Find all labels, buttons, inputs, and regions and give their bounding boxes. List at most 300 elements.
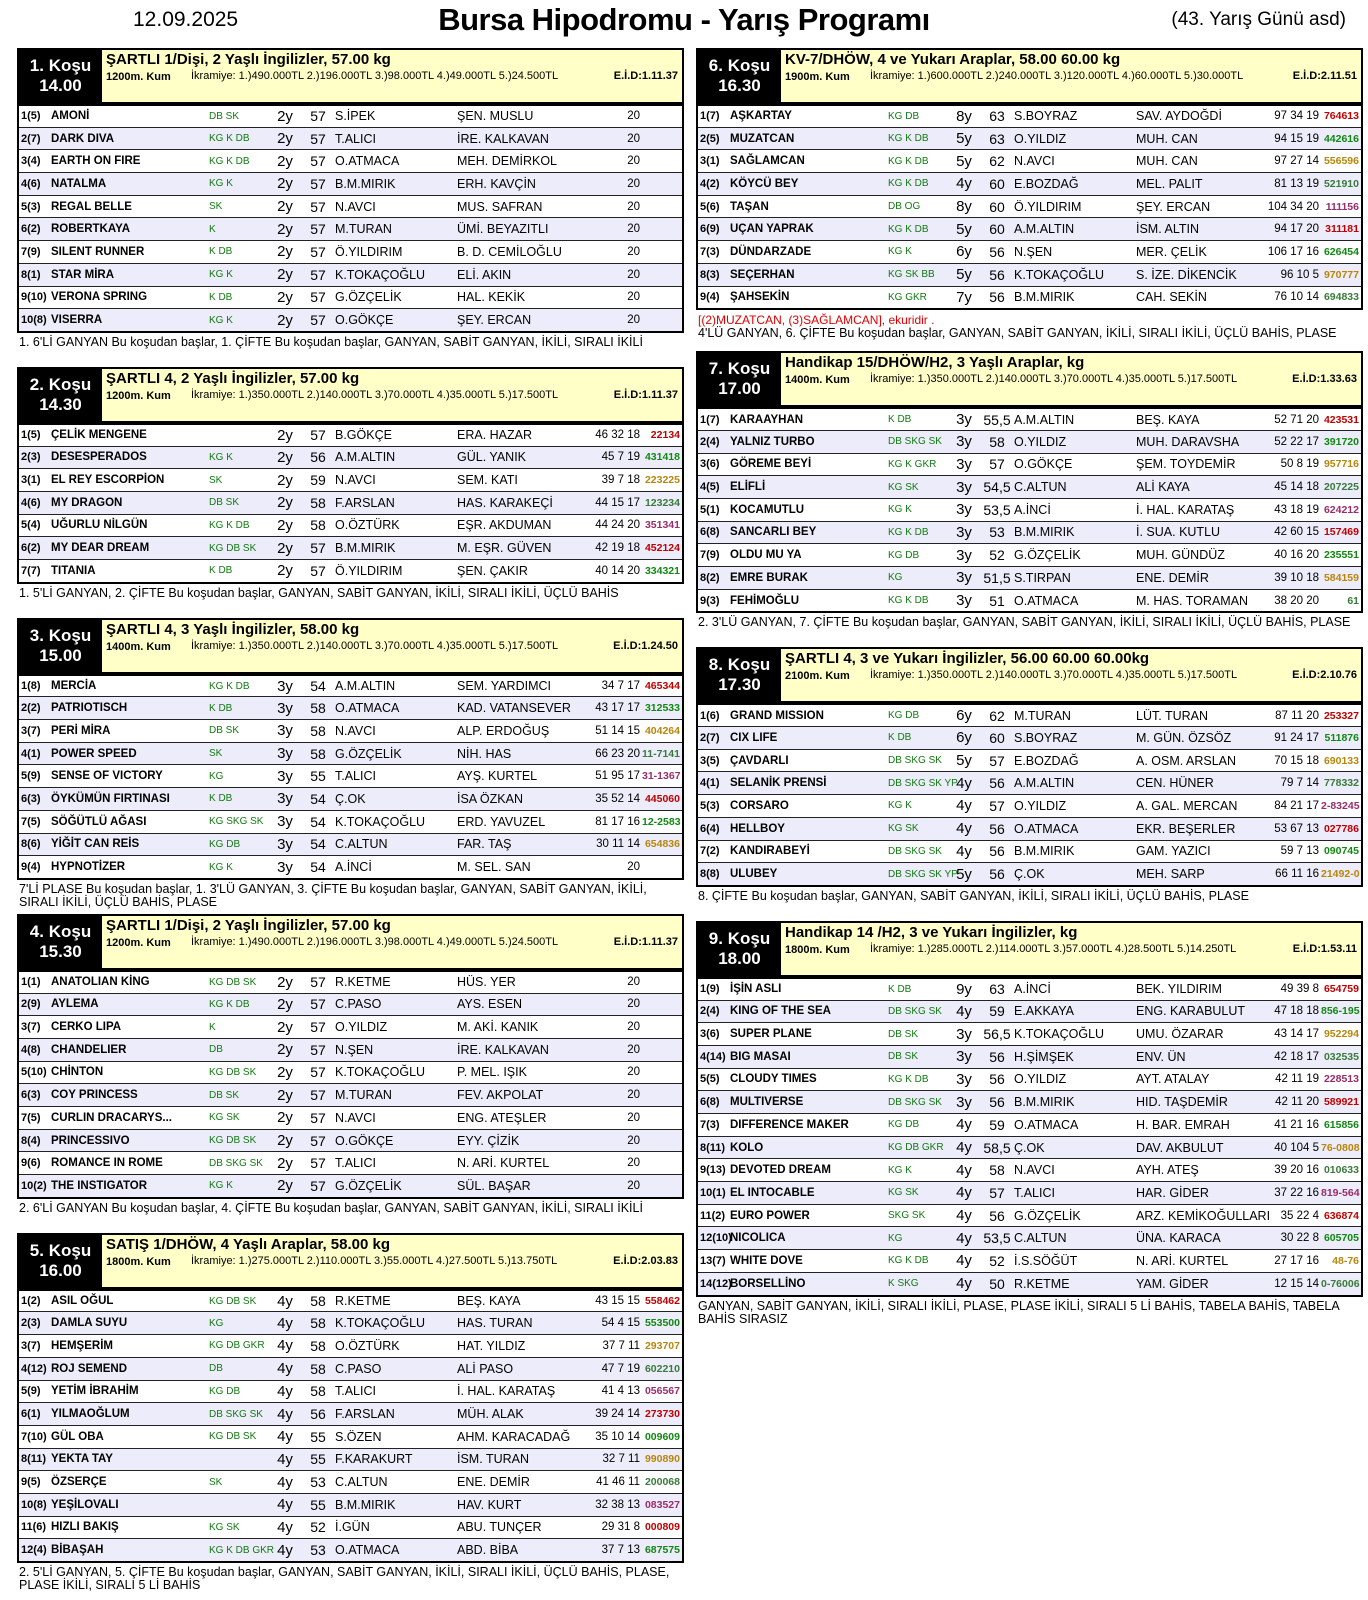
jockey-name: Ö.YILDIRIM [335, 563, 403, 578]
horse-table [696, 407, 1363, 613]
trainer-name: ŞEN. ÇAKIR [457, 563, 528, 578]
horse-name[interactable]: EARTH ON FIRE [51, 155, 141, 168]
trainer-name: FEV. AKPOLAT [457, 1088, 544, 1103]
horse-row[interactable] [19, 1448, 682, 1471]
horse-name[interactable]: SENSE OF VICTORY [51, 770, 163, 783]
horse-row[interactable] [19, 423, 682, 446]
trainer-name: GAM. YAZICI [1136, 844, 1211, 859]
jockey-name: C.PASO [335, 997, 382, 1012]
horse-form: 553500 [644, 1317, 680, 1330]
horse-row[interactable] [698, 771, 1361, 794]
horse-row[interactable] [19, 1151, 682, 1174]
jockey-name: C.PASO [335, 1361, 382, 1376]
horse-name[interactable]: SEÇERHAN [730, 268, 795, 281]
jockey-name: K.TOKAÇOĞLU [1014, 267, 1105, 282]
horse-name[interactable]: BORSELLİNO [730, 1277, 806, 1290]
horse-age: 4y [956, 1139, 972, 1157]
horse-row[interactable] [19, 719, 682, 742]
horse-name[interactable]: CHİNTON [51, 1066, 104, 1079]
horse-name[interactable]: YETİM İBRAHİM [51, 1385, 139, 1398]
horse-stats: 20 [627, 1157, 640, 1170]
horse-stats: 59 7 13 [1280, 845, 1319, 858]
horse-weight: 57 [310, 1087, 326, 1104]
horse-number: 4(14) [700, 1050, 726, 1063]
horse-name[interactable]: EMRE BURAK [730, 571, 808, 584]
horse-stats: 47 7 19 [601, 1362, 640, 1375]
horse-stats: 44 15 17 [595, 496, 640, 509]
horse-row[interactable] [698, 172, 1361, 195]
horse-equipment: KG DB SK [209, 1431, 257, 1443]
horse-stats: 39 24 14 [595, 1408, 640, 1421]
horse-row[interactable] [19, 1106, 682, 1129]
horse-name[interactable]: CIX LIFE [730, 731, 778, 744]
horse-row[interactable] [698, 127, 1361, 150]
horse-row[interactable] [19, 491, 682, 514]
horse-row[interactable] [19, 1129, 682, 1152]
horse-row[interactable] [19, 1425, 682, 1448]
horse-row[interactable] [698, 149, 1361, 172]
horse-age: 2y [277, 107, 293, 125]
race-number: 5. Koşu [29, 1240, 92, 1260]
horse-name[interactable]: AŞKARTAY [730, 110, 792, 123]
horse-number: 6(8) [700, 1096, 720, 1109]
horse-row[interactable] [698, 453, 1361, 476]
horse-name[interactable]: ŞAHSEKİN [730, 291, 790, 304]
horse-row[interactable] [698, 475, 1361, 498]
horse-name[interactable]: MY DEAR DREAM [51, 542, 150, 555]
race-distance: 1900m. Kum [785, 71, 850, 83]
horse-row[interactable] [19, 1538, 682, 1561]
horse-weight: 59 [989, 1003, 1005, 1020]
horse-weight: 56 [989, 843, 1005, 860]
jockey-name: C.ALTUN [1014, 480, 1067, 495]
horse-row[interactable] [19, 536, 682, 559]
horse-row[interactable] [19, 1038, 682, 1061]
horse-stats: 104 34 20 [1267, 200, 1319, 213]
horse-name[interactable]: NATALMA [51, 177, 107, 190]
horse-stats: 20 [627, 998, 640, 1011]
horse-name[interactable]: CORSARO [730, 799, 789, 812]
trainer-name: KAD. VATANSEVER [457, 701, 571, 716]
horse-number: 3(1) [21, 474, 41, 487]
horse-name[interactable]: FEHİMOĞLU [730, 594, 799, 607]
jockey-name: A.M.ALTIN [1014, 776, 1075, 791]
horse-row[interactable] [19, 217, 682, 240]
horse-name[interactable]: SILENT RUNNER [51, 245, 145, 258]
horse-name[interactable]: YEŞİLOVALI [51, 1498, 119, 1511]
horse-name[interactable]: YİĞİT CAN REİS [51, 838, 140, 851]
horse-row[interactable] [698, 1068, 1361, 1091]
horse-name[interactable]: YEKTA TAY [51, 1453, 113, 1466]
horse-row[interactable] [19, 1470, 682, 1493]
horse-row[interactable] [19, 810, 682, 833]
horse-row[interactable] [19, 855, 682, 878]
horse-name[interactable]: NICOLICA [730, 1232, 786, 1245]
horse-row[interactable] [698, 1158, 1361, 1181]
horse-form: 48-76 [1332, 1254, 1359, 1267]
horse-name[interactable]: ROMANCE IN ROME [51, 1157, 163, 1170]
horse-name[interactable]: SANCARLI BEY [730, 526, 817, 539]
jockey-name: A.İNCİ [1014, 982, 1051, 997]
race-record: E.İ.D:1.11.37 [613, 388, 678, 401]
horse-row[interactable] [698, 840, 1361, 863]
jockey-name: M.TURAN [335, 222, 392, 237]
horse-weight: 57 [310, 996, 326, 1013]
horse-row[interactable] [698, 430, 1361, 453]
horse-number: 2(7) [700, 731, 720, 744]
horse-equipment: KG [888, 1232, 903, 1244]
horse-age: 2y [277, 562, 293, 580]
horse-form: 157469 [1323, 526, 1359, 539]
horse-row[interactable] [698, 1272, 1361, 1295]
horse-name[interactable]: GRAND MISSION [730, 709, 824, 722]
horse-row[interactable] [19, 240, 682, 263]
horse-name[interactable]: DÜNDARZADE [730, 245, 812, 258]
horse-row[interactable] [19, 1289, 682, 1312]
race-block [17, 48, 684, 367]
horse-weight: 56 [989, 1071, 1005, 1088]
jockey-name: N.ŞEN [1014, 244, 1053, 259]
horse-name[interactable]: TAŞAN [730, 200, 769, 213]
horse-name[interactable]: PRINCESSIVO [51, 1134, 130, 1147]
horse-row[interactable] [19, 696, 682, 719]
horse-weight: 58 [989, 1162, 1005, 1179]
horse-form: 31-1367 [642, 770, 681, 783]
trainer-name: M. AKİ. KANIK [457, 1020, 539, 1035]
horse-row[interactable] [19, 993, 682, 1016]
horse-table [17, 970, 684, 1199]
horse-row[interactable] [698, 817, 1361, 840]
horse-row[interactable] [19, 787, 682, 810]
horse-row[interactable] [19, 674, 682, 697]
jockey-name: E.BOZDAĞ [1014, 176, 1079, 191]
horse-stats: 41 4 13 [601, 1385, 640, 1398]
horse-row[interactable] [19, 1493, 682, 1516]
horse-weight: 59 [310, 472, 326, 489]
horse-row[interactable] [19, 1174, 682, 1197]
horse-equipment: KG K DB [888, 526, 929, 538]
horse-name[interactable]: KING OF THE SEA [730, 1005, 831, 1018]
horse-name[interactable]: ÖZSERÇE [51, 1476, 107, 1489]
horse-weight: 56 [310, 1406, 326, 1423]
horse-row[interactable] [698, 1226, 1361, 1249]
horse-equipment: K DB [888, 983, 912, 995]
horse-name[interactable]: İŞİN ASLI [730, 983, 782, 996]
horse-name[interactable]: EL REY ESCORPİON [51, 474, 165, 487]
horse-number: 5(5) [700, 1073, 720, 1086]
horse-name[interactable]: AMONİ [51, 110, 90, 123]
horse-equipment: KG K DB [888, 178, 929, 190]
horse-name[interactable]: KANDIRABEYİ [730, 845, 810, 858]
horse-number: 9(6) [21, 1157, 41, 1170]
horse-name[interactable]: YILMAOĞLUM [51, 1408, 130, 1421]
horse-name[interactable]: CHANDELIER [51, 1043, 127, 1056]
horse-name[interactable]: REGAL BELLE [51, 200, 132, 213]
jockey-name: B.M.MIRIK [1014, 1095, 1075, 1110]
horse-row[interactable] [698, 104, 1361, 127]
horse-equipment: DB SK [209, 725, 240, 737]
horse-name[interactable]: POWER SPEED [51, 747, 137, 760]
horse-name[interactable]: DIFFERENCE MAKER [730, 1118, 849, 1131]
horse-name[interactable]: DARK DIVA [51, 132, 115, 145]
horse-row[interactable] [19, 149, 682, 172]
horse-row[interactable] [19, 1311, 682, 1334]
horse-weight: 54 [310, 836, 326, 853]
horse-weight: 60 [989, 221, 1005, 238]
horse-name[interactable]: EURO POWER [730, 1209, 810, 1222]
horse-row[interactable] [19, 104, 682, 127]
horse-row[interactable] [698, 1249, 1361, 1272]
horse-row[interactable] [698, 1022, 1361, 1045]
horse-row[interactable] [698, 1045, 1361, 1068]
horse-name[interactable]: ÇAVDARLI [730, 754, 789, 767]
horse-weight: 53,5 [983, 501, 1011, 518]
jockey-name: O.GÖKÇE [335, 313, 394, 328]
horse-weight: 60 [989, 729, 1005, 746]
race-number-box [19, 369, 102, 421]
horse-row[interactable] [698, 543, 1361, 566]
horse-age: 4y [277, 1337, 293, 1355]
horse-row[interactable] [698, 1204, 1361, 1227]
horse-row[interactable] [698, 703, 1361, 726]
horse-number: 7(3) [700, 245, 720, 258]
horse-weight: 57 [310, 130, 326, 147]
horse-name[interactable]: CLOUDY TIMES [730, 1073, 817, 1086]
horse-stats: 79 7 14 [1280, 777, 1319, 790]
horse-row[interactable] [19, 1334, 682, 1357]
jockey-name: K.TOKAÇOĞLU [335, 267, 426, 282]
horse-weight: 52 [989, 547, 1005, 564]
horse-name[interactable]: SUPER PLANE [730, 1028, 812, 1041]
horse-name[interactable]: MY DRAGON [51, 496, 123, 509]
horse-row[interactable] [19, 559, 682, 582]
horse-number: 6(1) [21, 1408, 41, 1421]
horse-name[interactable]: YALNIZ TURBO [730, 435, 815, 448]
horse-row[interactable] [698, 749, 1361, 772]
trainer-name: A. GAL. MERCAN [1136, 798, 1238, 813]
horse-age: 2y [277, 175, 293, 193]
trainer-name: M. EŞR. GÜVEN [457, 541, 552, 556]
horse-row[interactable] [19, 1357, 682, 1380]
horse-name[interactable]: ANATOLIAN KİNG [51, 976, 150, 989]
horse-name[interactable]: BİBAŞAH [51, 1544, 104, 1557]
horse-row[interactable] [19, 1061, 682, 1084]
horse-name[interactable]: OLDU MU YA [730, 549, 802, 562]
horse-row[interactable] [19, 1083, 682, 1106]
horse-name[interactable]: HELLBOY [730, 822, 785, 835]
horse-stats: 20 [627, 1089, 640, 1102]
horse-form: 624212 [1323, 503, 1359, 516]
horse-name[interactable]: MERCİA [51, 680, 97, 693]
race-block [696, 351, 1363, 647]
race-number: 2. Koşu [29, 374, 92, 394]
race-time: 17.00 [718, 379, 761, 399]
horse-row[interactable] [698, 1090, 1361, 1113]
horse-weight: 57 [310, 243, 326, 260]
horse-name[interactable]: VISERRA [51, 314, 103, 327]
horse-name[interactable]: DAMLA SUYU [51, 1317, 128, 1330]
horse-number: 4(12) [21, 1362, 47, 1375]
horse-name[interactable]: WHITE DOVE [730, 1254, 803, 1267]
horse-name[interactable]: EL INTOCABLE [730, 1186, 815, 1199]
horse-row[interactable] [698, 286, 1361, 309]
horse-weight: 57 [310, 1019, 326, 1036]
horse-row[interactable] [698, 977, 1361, 1000]
horse-name[interactable]: DESESPERADOS [51, 451, 147, 464]
horse-form: 445060 [644, 792, 680, 805]
horse-row[interactable] [698, 263, 1361, 286]
horse-stats: 27 17 16 [1274, 1254, 1319, 1267]
race-block [17, 1233, 684, 1597]
horse-row[interactable] [19, 286, 682, 309]
horse-form: 819-564 [1321, 1186, 1360, 1199]
race-record: E.İ.D:1.24.50 [613, 639, 678, 652]
horse-number: 4(1) [21, 747, 41, 760]
horse-stats: 20 [627, 314, 640, 327]
horse-name[interactable]: ASIL OĞUL [51, 1295, 114, 1308]
horse-row[interactable] [19, 446, 682, 469]
horse-weight: 58 [310, 745, 326, 762]
horse-age: 3y [956, 455, 972, 473]
horse-row[interactable] [19, 1402, 682, 1425]
horse-name[interactable]: ROBERTKAYA [51, 223, 131, 236]
horse-row[interactable] [698, 521, 1361, 544]
horse-row[interactable] [698, 1136, 1361, 1159]
horse-row[interactable] [698, 589, 1361, 612]
horse-name[interactable]: KARAAYHAN [730, 413, 804, 426]
horse-weight: 57 [310, 312, 326, 329]
race-record: E.İ.D:2.11.51 [1292, 70, 1357, 82]
horse-weight: 58 [310, 1293, 326, 1310]
horse-number: 6(9) [700, 223, 720, 236]
horse-name[interactable]: AYLEMA [51, 998, 99, 1011]
horse-name[interactable]: CURLIN DRACARYS... [51, 1111, 172, 1124]
horse-name[interactable]: ELİFLİ [730, 481, 766, 494]
horse-weight: 57 [310, 1177, 326, 1194]
horse-age: 4y [956, 1184, 972, 1202]
horse-row[interactable] [698, 726, 1361, 749]
trainer-name: HAS. KARAKEÇİ [457, 495, 553, 510]
horse-name[interactable]: ÖYKÜMÜN FIRTINASI [51, 792, 170, 805]
horse-row[interactable] [698, 862, 1361, 885]
horse-name[interactable]: UÇAN YAPRAK [730, 223, 814, 236]
horse-row[interactable] [698, 566, 1361, 589]
horse-name[interactable]: GÜL OBA [51, 1430, 104, 1443]
horse-row[interactable] [19, 833, 682, 856]
horse-equipment: K DB [888, 732, 912, 744]
horse-row[interactable] [698, 195, 1361, 218]
horse-name[interactable]: PATRIOTISCH [51, 702, 128, 715]
horse-equipment: DB SKG SK [209, 1157, 263, 1169]
horse-weight: 58 [310, 494, 326, 511]
horse-row[interactable] [698, 217, 1361, 240]
horse-name[interactable]: THE INSTIGATOR [51, 1179, 148, 1192]
horse-weight: 57 [310, 221, 326, 238]
race-header [17, 914, 684, 970]
horse-name[interactable]: UĞURLU NİLGÜN [51, 519, 148, 532]
race-number: 6. Koşu [708, 56, 771, 75]
horse-name[interactable]: BIG MASAI [730, 1050, 791, 1063]
horse-name[interactable]: KÖYCÜ BEY [730, 177, 799, 190]
horse-row[interactable] [19, 514, 682, 537]
horse-name[interactable]: GÖREME BEYİ [730, 458, 812, 471]
horse-number: 9(4) [21, 861, 41, 874]
horse-row[interactable] [19, 1015, 682, 1038]
horse-equipment: DB SKG SK [888, 755, 942, 767]
horse-name[interactable]: HIZLI BAKIŞ [51, 1521, 119, 1534]
horse-stats: 20 [627, 976, 640, 989]
horse-equipment: DB SK [209, 497, 240, 509]
horse-weight: 51,5 [983, 569, 1011, 586]
jockey-name: K.TOKAÇOĞLU [335, 1065, 426, 1080]
horse-weight: 63 [989, 108, 1005, 125]
horse-row[interactable] [19, 468, 682, 491]
horse-name[interactable]: TITANIA [51, 564, 96, 577]
horse-name[interactable]: COY PRINCESS [51, 1089, 138, 1102]
horse-name[interactable]: STAR MİRA [51, 268, 115, 281]
horse-weight: 56 [989, 289, 1005, 306]
jockey-name: A.M.ALTIN [1014, 222, 1075, 237]
horse-row[interactable] [698, 407, 1361, 430]
horse-name[interactable]: ROJ SEMEND [51, 1362, 128, 1375]
horse-row[interactable] [19, 308, 682, 331]
horse-stats: 20 [627, 1179, 640, 1192]
horse-age: 2y [277, 1086, 293, 1104]
horse-form: 778332 [1323, 777, 1359, 790]
horse-name[interactable]: MULTIVERSE [730, 1096, 804, 1109]
horse-name[interactable]: SELANİK PRENSİ [730, 777, 827, 790]
horse-name[interactable]: HYPNOTİZER [51, 861, 126, 874]
horse-name[interactable]: SÖĞÜTLÜ AĞASI [51, 815, 147, 828]
horse-row[interactable] [698, 1113, 1361, 1136]
horse-name[interactable]: SAĞLAMCAN [730, 155, 805, 168]
horse-name[interactable]: VERONA SPRING [51, 291, 148, 304]
horse-name[interactable]: ÇELİK MENGENE [51, 429, 147, 442]
horse-row[interactable] [698, 240, 1361, 263]
horse-equipment: KG DB SK [209, 976, 257, 988]
horse-number: 4(6) [21, 177, 41, 190]
race-number-box [698, 649, 781, 701]
horse-row[interactable] [19, 263, 682, 286]
trainer-name: ENE. DEMİR [457, 1475, 530, 1490]
horse-row[interactable] [19, 172, 682, 195]
horse-row[interactable] [698, 1000, 1361, 1023]
horse-name[interactable]: KOCAMUTLU [730, 503, 805, 516]
horse-row[interactable] [698, 794, 1361, 817]
horse-row[interactable] [19, 127, 682, 150]
horse-row[interactable] [698, 498, 1361, 521]
horse-row[interactable] [19, 742, 682, 765]
horse-name[interactable]: KOLO [730, 1141, 764, 1154]
horse-equipment: K [209, 223, 216, 235]
horse-row[interactable] [19, 1380, 682, 1403]
horse-number: 7(10) [21, 1430, 47, 1443]
horse-name[interactable]: MUZATCAN [730, 132, 795, 145]
horse-row[interactable] [19, 1516, 682, 1539]
horse-name[interactable]: ULUBEY [730, 868, 778, 881]
horse-row[interactable] [19, 970, 682, 993]
horse-row[interactable] [19, 195, 682, 218]
horse-name[interactable]: CERKO LIPA [51, 1021, 122, 1034]
horse-name[interactable]: PERİ MİRA [51, 724, 111, 737]
horse-name[interactable]: HEMŞERİM [51, 1339, 113, 1352]
horse-age: 4y [956, 1229, 972, 1247]
jockey-name: N.AVCI [335, 199, 376, 214]
horse-form: 602210 [644, 1362, 680, 1375]
horse-row[interactable] [698, 1181, 1361, 1204]
horse-name[interactable]: DEVOTED DREAM [730, 1164, 831, 1177]
horse-row[interactable] [19, 764, 682, 787]
